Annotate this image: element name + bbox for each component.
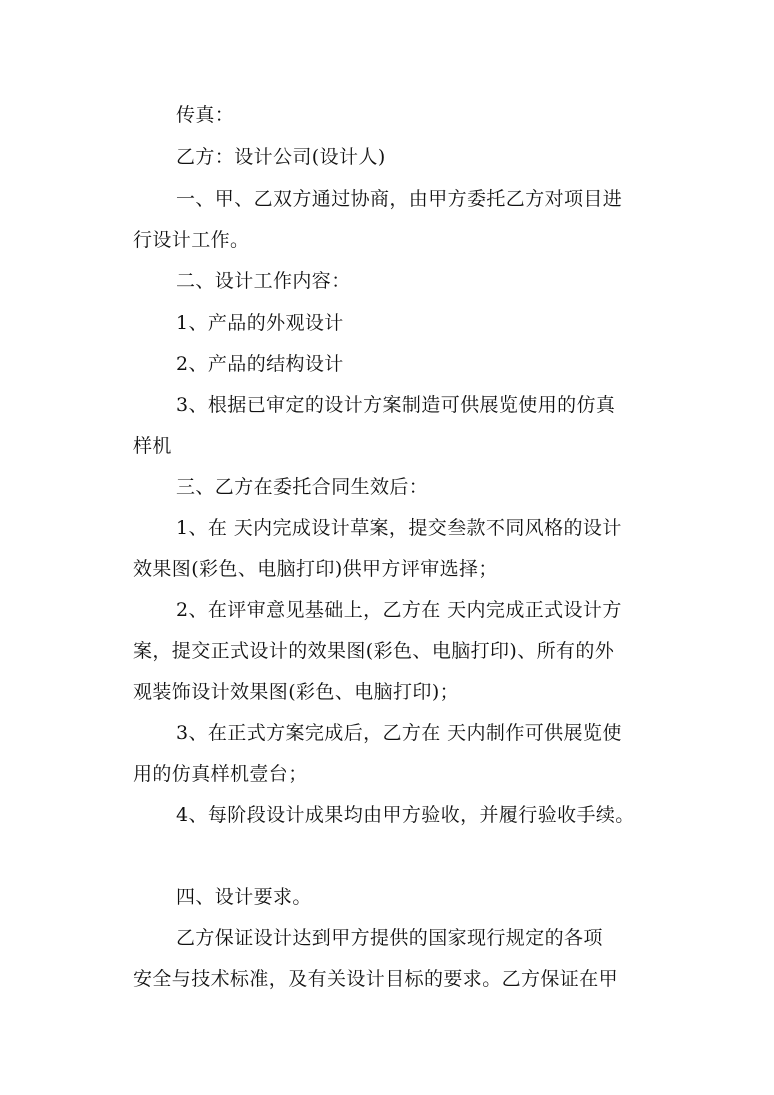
fax-line: 传真： [176,104,235,126]
clause-2-item-1: 1、产品的外观设计 [176,312,344,334]
clause-2-heading: 二、设计工作内容： [176,270,351,292]
clause-1-line-1: 一、甲、乙双方通过协商，由甲方委托乙方对项目进 [176,188,623,210]
clause-3-item-3-line-1: 3、在正式方案完成后，乙方在 天内制作可供展览使 [176,722,622,744]
clause-2-item-3-line-1: 3、根据已审定的设计方案制造可供展览使用的仿真 [176,394,616,416]
clause-3-item-1-line-2: 效果图(彩色、电脑打印)供甲方评审选择； [133,558,498,580]
clause-1-line-2: 行设计工作。 [133,229,250,251]
clause-4-body-line-2: 安全与技术标准，及有关设计目标的要求。乙方保证在甲 [133,968,619,990]
clause-3-item-3-line-2: 用的仿真样机壹台； [133,763,308,785]
clause-3-item-2-line-3: 观装饰设计效果图(彩色、电脑打印)； [133,681,460,703]
clause-3-heading: 三、乙方在委托合同生效后： [176,476,429,498]
clause-2-item-2: 2、产品的结构设计 [176,353,344,375]
clause-3-item-2-line-2: 案，提交正式设计的效果图(彩色、电脑打印)、所有的外 [133,640,615,662]
clause-3-item-2-line-1: 2、在评审意见基础上，乙方在 天内完成正式设计方 [176,599,622,621]
clause-3-item-1-line-1: 1、在 天内完成设计草案，提交叁款不同风格的设计 [176,517,622,539]
clause-2-item-3-line-2: 样机 [133,435,172,457]
party-b-line: 乙方：设计公司(设计人) [176,146,386,168]
clause-3-item-4: 4、每阶段设计成果均由甲方验收，并履行验收手续。 [176,804,635,826]
clause-4-body-line-1: 乙方保证设计达到甲方提供的国家现行规定的各项 [176,927,603,949]
clause-4-heading: 四、设计要求。 [176,886,312,908]
